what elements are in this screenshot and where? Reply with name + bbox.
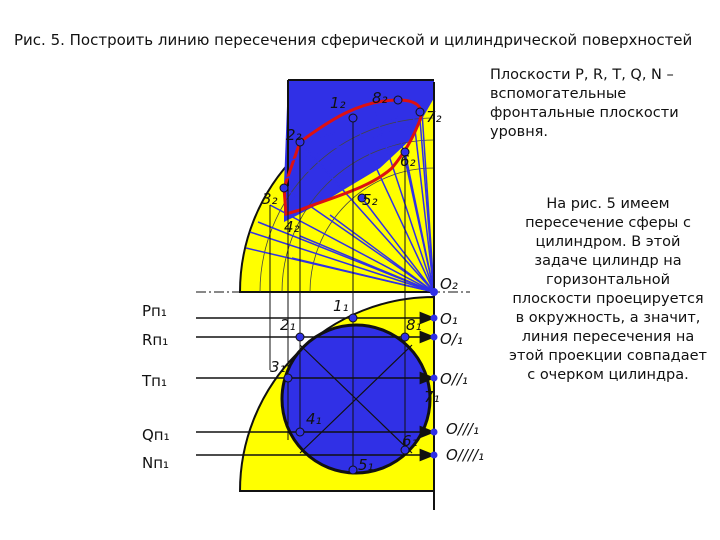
planes-note: Плоскости P, R, T, Q, N – вспомогательные фронтальные плоскости уровня.	[490, 67, 679, 140]
front-point-label-3: 3₂	[262, 190, 278, 208]
center-label-o1d: O////₁	[446, 446, 485, 464]
center-label-o1a: O/₁	[440, 330, 463, 348]
front-point-label-2: 2₂	[286, 126, 302, 144]
top-point-label-3: 3₁	[270, 358, 286, 376]
center-o1c-dot	[431, 429, 438, 436]
center-o1a-dot	[431, 334, 438, 341]
plane-label-r: Rп₁	[142, 331, 169, 349]
plane-label-t: Tп₁	[142, 372, 167, 390]
center-o1-dot	[431, 315, 438, 322]
center-label-o1c: O///₁	[446, 420, 479, 438]
plane-label-q: Qп₁	[142, 426, 170, 444]
plane-label-p: Pп₁	[142, 302, 167, 320]
center-label-o1b: O//₁	[440, 370, 468, 388]
center-o2-dot	[430, 288, 438, 296]
figure-title: Рис. 5. Построить линию пересечения сферической и цилиндрической поверхностей	[14, 31, 693, 49]
explanation-note: На рис. 5 имеем пересечение сферы с цилиндром. В этой задаче цилиндр на горизонтальной плоскости проецируется в окружность, а значит, линия пересечения на этой проекции совпадает с очерком цилиндра.	[509, 196, 707, 383]
top-point-label-7: 7₁	[424, 388, 440, 406]
front-point-label-8: 8₂	[372, 89, 388, 107]
front-point-label-6: 6₂	[400, 152, 416, 170]
center-o1b-dot	[431, 375, 438, 382]
center-label-o2: O₂	[440, 275, 458, 293]
top-point-label-1: 1₁	[333, 297, 349, 315]
top-point-label-6: 6₁	[402, 432, 418, 450]
top-point-label-8: 8₁	[406, 316, 422, 334]
front-point-label-5: 5₂	[362, 191, 378, 209]
plane-label-n: Nп₁	[142, 454, 170, 472]
front-point-label-4: 4₂	[284, 218, 300, 236]
top-point-label-4: 4₁	[306, 410, 322, 428]
top-point-label-5: 5₁	[358, 456, 374, 474]
front-point-label-7: 7₂	[426, 108, 442, 126]
center-o1d-dot	[431, 452, 438, 459]
top-point-label-2: 2₁	[280, 316, 296, 334]
center-label-o1: O₁	[440, 310, 458, 328]
front-point-label-1: 1₂	[330, 94, 346, 112]
